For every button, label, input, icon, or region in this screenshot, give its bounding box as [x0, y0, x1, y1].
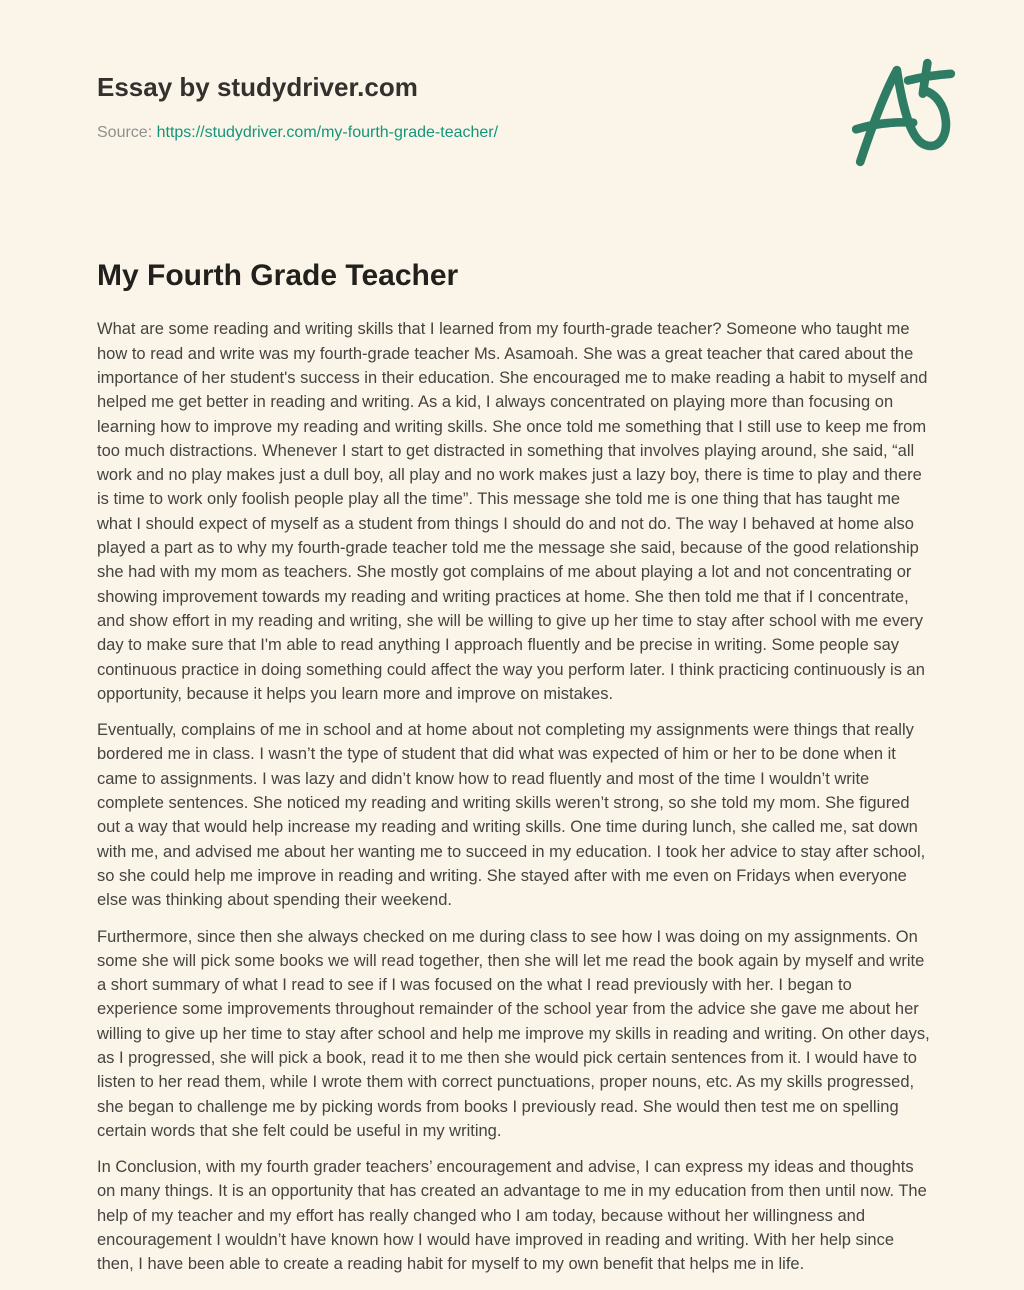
page-header: [97, 72, 928, 142]
essay-paragraph-1: What are some reading and writing skills that I learned from my fourth-grade teacher? Someone who taught me how to read and write was my fourth-grade teacher Ms. Asamoah. She was a great teacher that cared about the importance of her student's success in their education. She encouraged me to make reading a habit to myself and helped me get better in reading and writing. As a kid, I always concentrated on playing more than focusing on learning how to improve my reading and writing skills. She once told me something that I still use to keep me from too much distractions. Whenever I start to get distracted in something that involves playing around, she said, “all work and no play makes just a dull boy, all play and no work makes just a lazy boy, there is time to play and there is time to work only foolish people play all the time”. This message she told me is one thing that has taught me what I should expect of myself as a student from things I should do and not do. The way I behaved at home also played a part as to why my fourth-grade teacher told me the message she said, because of the good relationship she had with my mom as teachers. She mostly got complains of me about playing a lot and not concentrating or showing improvement towards my reading and writing practices at home. She then told me that if I concentrate, and show effort in my reading and writing, she will be willing to give up her time to stay after school with me every day to make sure that I'm able to read anything I approach fluently and be precise in writing. Some people say continuous practice in doing something could affect the way you perform later. I think practicing continuously is an opportunity, because it helps you learn more and improve on mistakes.: [97, 320, 928, 703]
site-title: Essay by studydriver.com: [97, 72, 418, 102]
essay-title: My Fourth Grade Teacher: [97, 259, 459, 293]
source-link[interactable]: https://studydriver.com/my-fourth-grade-teacher/: [156, 124, 499, 142]
essay-body: [97, 258, 928, 1276]
a-plus-logo-icon: [852, 58, 958, 172]
source-line: [97, 123, 928, 142]
source-label: Source:: [97, 124, 153, 142]
essay-paragraph-4: In Conclusion, with my fourth grader teachers’ encouragement and advise, I can express my ideas and thoughts on many things. It is an opportunity that has created an advantage to me in my education from then until now. The help of my teacher and my effort has really changed who I am today, because without her willingness and encouragement I wouldn’t have known how I would have improved in reading and writing. With her help since then, I have been able to create a reading habit for myself to my own benefit that helps me in life.: [97, 1158, 927, 1274]
essay-paragraph-3: Furthermore, since then she always checked on me during class to see how I was doing on my assignments. On some she will pick some books we will read together, then she will let me read the book again by myself and write a short summary of what I read to see if I was focused on the what I read previously with her. I began to experience some improvements throughout remainder of the school year from the advice she gave me about her willing to give up her time to stay after school and help me improve my skills in reading and writing. On other days, as I progressed, she will pick a book, read it to me then she would pick certain sentences from it. I would have to listen to her read them, while I wrote them with correct punctuations, proper nouns, etc. As my skills progressed, she began to challenge me by picking words from books I previously read. She would then test me on spelling certain words that she felt could be useful in my writing.: [97, 927, 930, 1140]
essay-paragraph-2: Eventually, complains of me in school and at home about not completing my assignments were things that really bordered me in class. I wasn’t the type of student that did what was expected of him or her to be done when it came to assignments. I was lazy and didn’t know how to read fluently and most of the time I wouldn’t write complete sentences. She noticed my reading and writing skills weren’t strong, so she told my mom. She figured out a way that would help increase my reading and writing skills. One time during lunch, she called me, sat down with me, and advised me about her wanting me to succeed in my education. I took her advice to stay after school, so she could help me improve in reading and writing. She stayed after with me even on Fridays when everyone else was thinking about spending their weekend.: [97, 721, 926, 910]
